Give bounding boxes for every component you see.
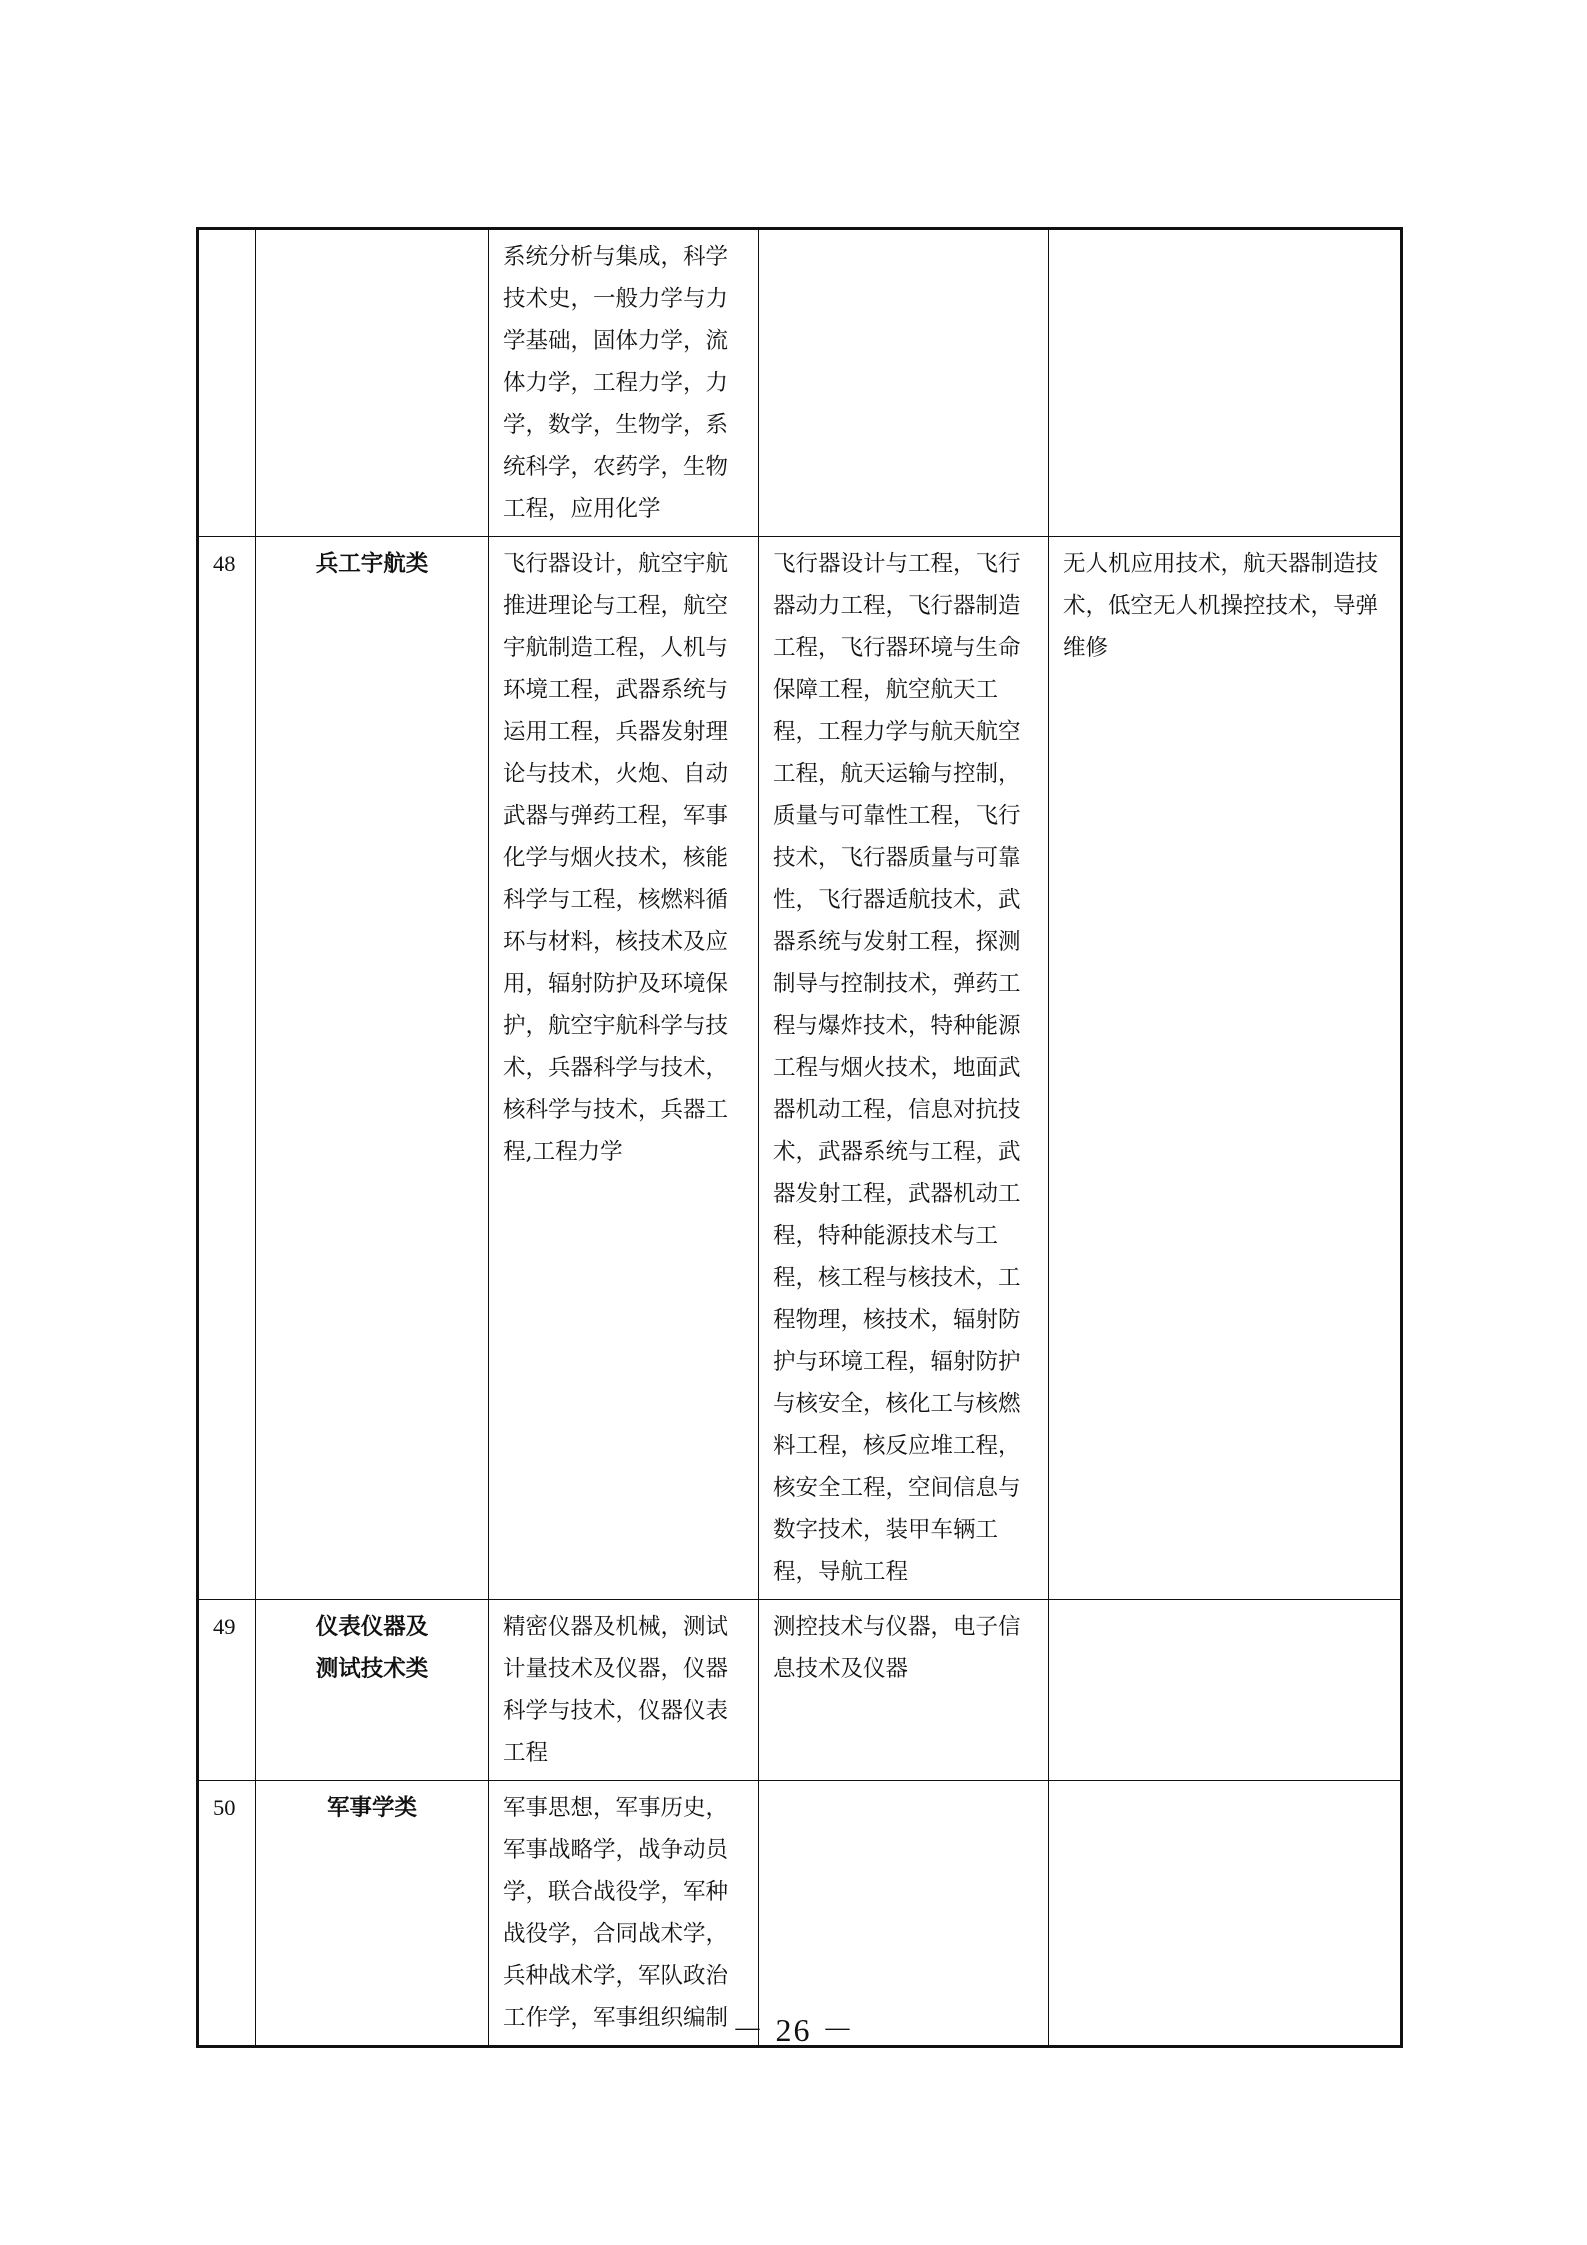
- undergrad-majors: 飞行器设计，航空宇航推进理论与工程，航空宇航制造工程，人机与环境工程，武器系统与运用工程，兵器发射理论与技术，火炮、自动武器与弹药工程，军事化学与烟火技术，核能科学与工程，核燃料循环与材料，核技术及应用，辐射防护及环境保护，航空宇航科学与技术，兵器科学与技术，核科学与技术，兵器工程,工程力学: [489, 537, 759, 1600]
- major-catalog-table: [196, 227, 1403, 2048]
- vocational-majors: [1049, 229, 1402, 537]
- category-line: 兵工宇航类: [315, 551, 429, 577]
- row-number: [198, 229, 256, 537]
- undergrad-majors: 精密仪器及机械，测试计量技术及仪器，仪器科学与技术，仪器仪表工程: [489, 1600, 759, 1781]
- table-row: [198, 537, 1402, 1600]
- bachelor-majors: [759, 229, 1049, 537]
- bachelor-majors: 飞行器设计与工程，飞行器动力工程，飞行器制造工程，飞行器环境与生命保障工程，航空航天工程，工程力学与航天航空工程，航天运输与控制，质量与可靠性工程，飞行技术，飞行器质量与可靠性，飞行器适航技术，武器系统与发射工程，探测制导与控制技术，弹药工程与爆炸技术，特种能源工程与烟火技术，地面武器机动工程，信息对抗技术，武器系统与工程，武器发射工程，武器机动工程，特种能源技术与工程，核工程与核技术，工程物理，核技术，辐射防护与环境工程，辐射防护与核安全，核化工与核燃料工程，核反应堆工程，核安全工程，空间信息与数字技术，装甲车辆工程，导航工程: [759, 537, 1049, 1600]
- undergrad-majors: 军事思想，军事历史，军事战略学，战争动员学，联合战役学，军种战役学，合同战术学，兵种战术学，军队政治工作学，军事组织编制: [489, 1781, 759, 2047]
- category-name: [256, 229, 489, 537]
- category-name: [256, 537, 489, 1600]
- category-line: 军事学类: [326, 1795, 417, 1821]
- bachelor-majors: 测控技术与仪器，电子信息技术及仪器: [759, 1600, 1049, 1781]
- row-number: 49: [198, 1600, 256, 1781]
- page-number: － 26 －: [731, 2012, 856, 2048]
- category-line: 仪表仪器及: [315, 1614, 429, 1640]
- vocational-majors: [1049, 1600, 1402, 1781]
- undergrad-majors: 系统分析与集成，科学技术史，一般力学与力学基础，固体力学，流体力学，工程力学，力学，数学，生物学，系统科学，农药学，生物工程，应用化学: [489, 229, 759, 537]
- row-number: 48: [198, 537, 256, 1600]
- table-row: [198, 1600, 1402, 1781]
- category-line: 测试技术类: [315, 1656, 429, 1682]
- table-row: [198, 229, 1402, 537]
- category-name: [256, 1600, 489, 1781]
- row-number: 50: [198, 1781, 256, 2047]
- vocational-majors: 无人机应用技术，航天器制造技术，低空无人机操控技术，导弹维修: [1049, 537, 1402, 1600]
